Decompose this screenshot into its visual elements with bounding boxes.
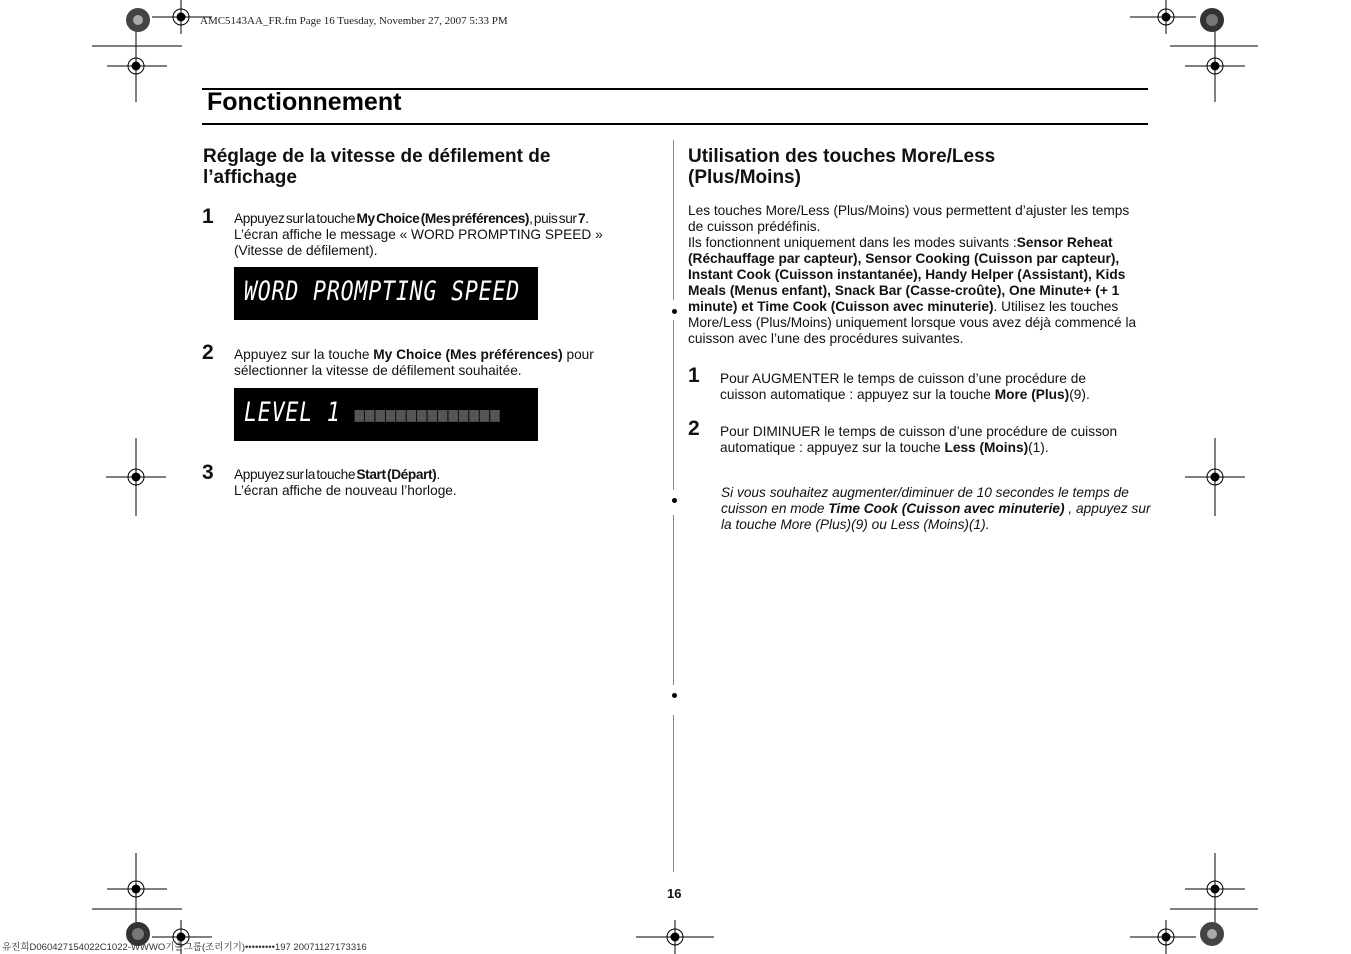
column-divider: [673, 140, 674, 300]
lcd-segments: ■■■■■■■■■■■■■■: [354, 402, 501, 426]
left-step2-text: Appuyez sur la touche My Choice (Mes préférences) pour sélectionner la vitesse de défilement souhaitée.: [234, 347, 594, 378]
lcd-level-text: LEVEL 1: [244, 397, 341, 428]
column-divider: [673, 715, 674, 872]
right-heading: Utilisation des touches More/Less (Plus/Moins): [688, 146, 996, 188]
step-number: 2: [202, 341, 214, 364]
right-step2-text: Pour DIMINUER le temps de cuisson d’une procédure de cuisson automatique : appuyez sur la touche Less (Moins)(1).: [720, 424, 1118, 455]
lcd-text: [244, 397, 501, 428]
left-heading: Réglage de la vitesse de défilement de l’affichage: [203, 146, 551, 188]
page-title: Fonctionnement: [207, 88, 402, 116]
column-divider: [673, 515, 674, 685]
right-step1-text: Pour AUGMENTER le temps de cuisson d’une procédure de cuisson automatique : appuyez sur la touche More (Plus)(9).: [720, 371, 1090, 402]
note-text: Si vous souhaitez augmenter/diminuer de 10 secondes le temps de cuisson en mode Time Cook (Cuisson avec minuterie) , appuyez sur la touche More (Plus)(9) ou Less (Moins)(1).: [721, 485, 1151, 532]
step-number: 1: [688, 364, 700, 387]
footer-text: 유진희D060427154022C1022-WWWO기술그룹(조리기기)•••••••••197 20071127173316: [2, 942, 367, 953]
column-divider: [673, 320, 674, 490]
file-info: AMC5143AA_FR.fm Page 16 Tuesday, November 27, 2007 5:33 PM: [200, 15, 508, 27]
title-bottom-rule: [202, 123, 1148, 125]
column-dot: [672, 693, 677, 698]
column-dot: [672, 498, 677, 503]
step-number: 2: [688, 417, 700, 440]
step-number: 1: [202, 205, 214, 228]
page-number: 16: [667, 886, 682, 901]
column-dot: [672, 309, 677, 314]
lcd-display-level: [234, 388, 538, 441]
left-step3-text: Appuyez sur la touche Start (Départ). L’écran affiche de nouveau l’horloge.: [234, 467, 457, 498]
step-number: 3: [202, 461, 214, 484]
lcd-display-speed: [234, 267, 538, 320]
lcd-text: WORD PROMPTING SPEED: [244, 276, 521, 307]
right-intro: Les touches More/Less (Plus/Moins) vous permettent d’ajuster les temps de cuisson prédéfinis. Ils fonctionnent uniquement dans les modes suivants :Sensor Reheat (Réchauffage par capteur), Sensor Cooking (Cuisson par capteur), Instant Cook (Cuisson instantanée), Handy Helper (Assistant), Kids Meals (Menus enfant), Snack Bar (Casse-croûte), One Minute+ (+ 1 minute) et Time Cook (Cuisson avec minuterie). Utilisez les touches More/Less (Plus/Moins) uniquement lorsque vous avez déjà commencé la cuisson avec l’une des procédures suivantes.: [688, 203, 1137, 346]
left-step1-text: Appuyez sur la touche My Choice (Mes préférences), puis sur 7. L’écran affiche le message « WORD PROMPTING SPEED » (Vitesse de défilement).: [234, 211, 603, 258]
